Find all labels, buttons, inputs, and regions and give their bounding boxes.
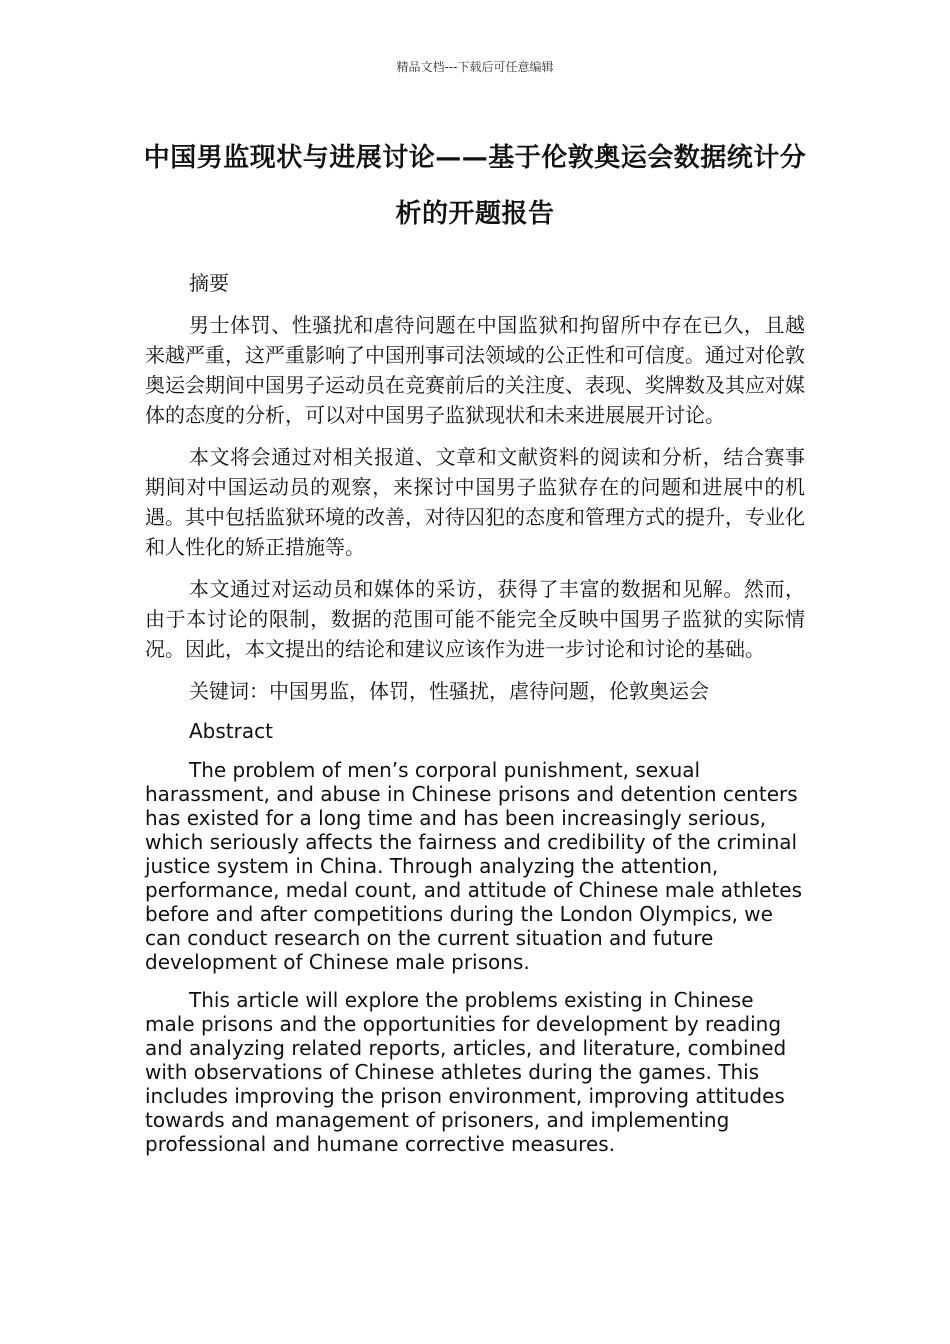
abstract-cn-paragraph-2: 本文将会通过对相关报道、文章和文献资料的阅读和分析，结合赛事期间对中国运动员的观察，来探讨中国男子监狱存在的问题和进展中的机遇。其中包括监狱环境的改善，对待囚犯的态度和管理方式的提升，专业化和人性化的矫正措施等。 [145,445,805,559]
abstract-cn-paragraph-3: 本文通过对运动员和媒体的采访，获得了丰富的数据和见解。然而，由于本讨论的限制，数据的范围可能不能完全反映中国男子监狱的实际情况。因此，本文提出的结论和建议应该作为进一步讨论和讨论的基础。 [145,577,805,661]
abstract-en-paragraph-2: This article will explore the problems existing in Chinese male prisons and the opportunities for development by reading and analyzing related reports, articles, and literature, combined with observations of Chinese athletes during the games. This includes improving the prison environment, improving attitudes towards and management of prisoners, and implementing professional and humane corrective measures. [145,988,787,1156]
abstract-cn-paragraph-1: 男士体罚、性骚扰和虐待问题在中国监狱和拘留所中存在已久，且越来越严重，这严重影响了中国刑事司法领域的公正性和可信度。通过对伦敦奥运会期间中国男子运动员在竞赛前后的关注度、表现、奖牌数及其应对媒体的态度的分析，可以对中国男子监狱现状和未来进展展开讨论。 [145,313,805,427]
keywords-cn: 关键词：中国男监，体罚，性骚扰，虐待问题，伦敦奥运会 [189,679,709,703]
header-note: 精品文档---下载后可任意编辑 [396,60,554,74]
document-body [145,268,805,1170]
abstract-en-paragraph-1: The problem of men’s corporal punishment, sexual harassment, and abuse in Chinese prisons and detention centers has existed for a long time and has been increasingly serious, which seriously affects the fairness and credibility of the criminal justice system in China. Through analyzing the attention, performance, medal count, and attitude of Chinese male athletes before and after competitions during the London Olympics, we can conduct research on the current situation and future development of Chinese male prisons. [145,758,803,974]
abstract-cn-heading: 摘要 [189,271,229,295]
abstract-en-heading: Abstract [189,719,273,743]
page-title: 中国男监现状与进展讨论——基于伦敦奥运会数据统计分析的开题报告 [143,143,807,229]
